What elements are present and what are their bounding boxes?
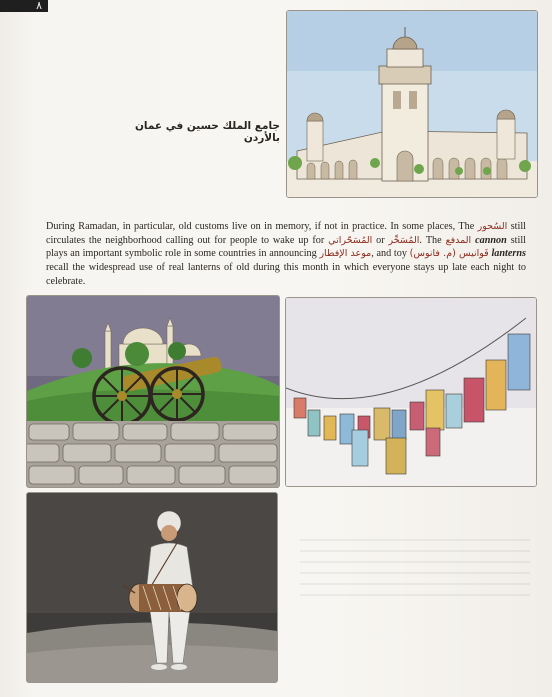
paragraph-text: still circulates the neighborhood calling out for people to wake up for xyxy=(46,221,526,246)
lanterns-illustration xyxy=(285,297,537,487)
paragraph-text: still plays an important symbolic role in some countries in announcing xyxy=(46,234,527,260)
body-paragraph xyxy=(46,220,526,288)
bleed-through-text xyxy=(300,530,530,650)
paragraph-text: . The xyxy=(419,234,446,246)
mosque-illustration xyxy=(286,10,538,198)
word-cannon: cannon xyxy=(475,234,507,246)
page-number: ٨ xyxy=(36,0,42,12)
word-lanterns: lanterns xyxy=(491,248,527,260)
musahharati-drummer-illustration xyxy=(26,492,278,683)
paragraph-text: or xyxy=(372,234,389,246)
cannon-illustration xyxy=(26,295,280,488)
arabic-term-fawanees: (م. فانوس) فَوانيس xyxy=(409,248,489,260)
paragraph-text: recall the widespread use of real lanterns of old during this month in which everyone stays up late each night to celebrate. xyxy=(46,261,526,287)
page-number-tab xyxy=(0,0,48,12)
arabic-term-suhoor: السُحور xyxy=(477,221,508,233)
arabic-term-musahharati: المُسَحّراتي xyxy=(328,234,373,246)
paragraph-text: , and toy xyxy=(371,248,410,260)
arabic-term-madfa: المدفع xyxy=(445,234,472,246)
arabic-term-iftar: موعد الإفطار xyxy=(319,248,372,260)
paragraph-text: During Ramadan, in particular, old customs live on in memory, if not in practice. In some places, The xyxy=(46,221,478,233)
mosque-caption: جامع الملك حسين في عمان بالأردن xyxy=(134,120,280,144)
arabic-term-musahhir: المُسَحِّر xyxy=(388,234,420,246)
